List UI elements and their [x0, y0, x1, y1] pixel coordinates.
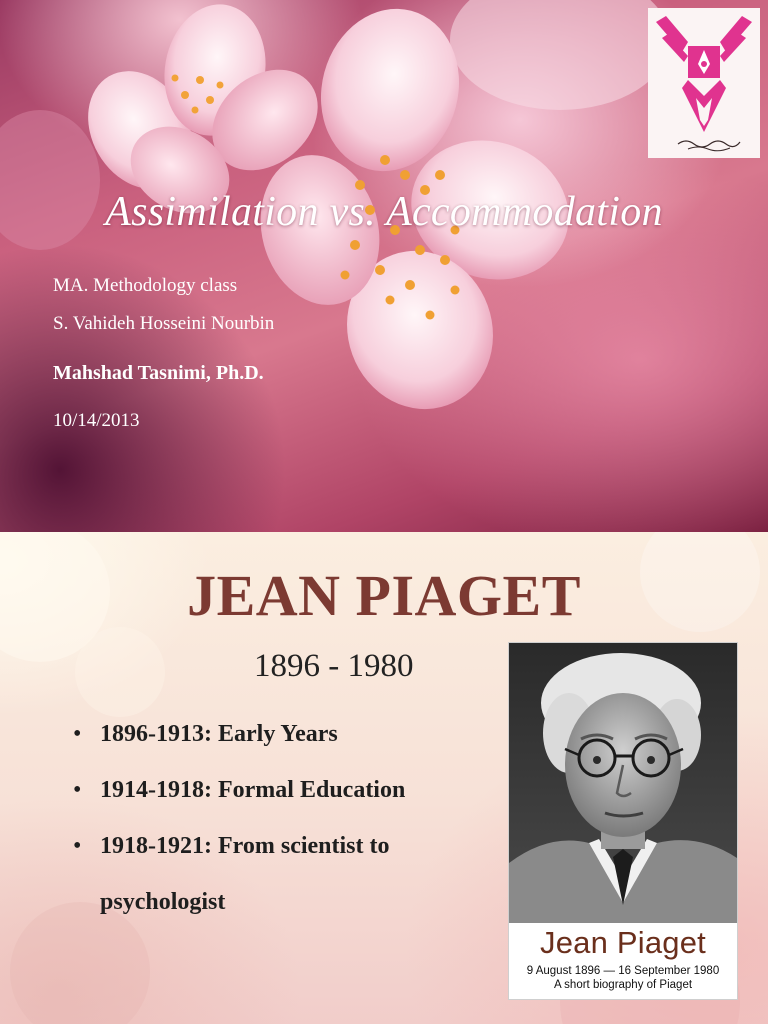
timeline-list [70, 720, 490, 944]
course-name: MA. Methodology class [53, 275, 238, 296]
slide-title: Assimilation vs. Accommodation [105, 189, 663, 235]
list-item [70, 720, 490, 748]
portrait-caption-subtitle: A short biography of Piaget [553, 979, 693, 991]
timeline-entry-continued: psychologist [100, 889, 226, 915]
presentation-date: 10/14/2013 [53, 410, 140, 431]
student-name: S. Vahideh Hosseini Nourbin [53, 313, 275, 334]
timeline-entry: 1918-1921: From scientist to [100, 833, 390, 859]
list-item [70, 776, 490, 804]
professor-name: Mahshad Tasnimi, Ph.D. [53, 362, 264, 384]
portrait-caption-name: Jean Piaget [540, 925, 706, 960]
slide-title: JEAN PIAGET [187, 563, 581, 628]
bullet-icon: • [73, 833, 82, 859]
timeline-entry: 1896-1913: Early Years [100, 721, 338, 747]
biography-slide [0, 532, 768, 1024]
bullet-icon: • [73, 777, 82, 803]
portrait-caption-dates: 9 August 1896 — 16 September 1980 [526, 965, 720, 977]
portrait-photo-icon [509, 643, 737, 923]
list-item [70, 832, 490, 916]
timeline-entry: 1914-1918: Formal Education [100, 777, 406, 803]
university-logo [648, 8, 760, 158]
portrait-card [508, 642, 738, 1000]
lifespan-years: 1896 - 1980 [254, 648, 414, 684]
bullet-icon: • [73, 721, 82, 747]
university-emblem-icon [648, 8, 760, 158]
